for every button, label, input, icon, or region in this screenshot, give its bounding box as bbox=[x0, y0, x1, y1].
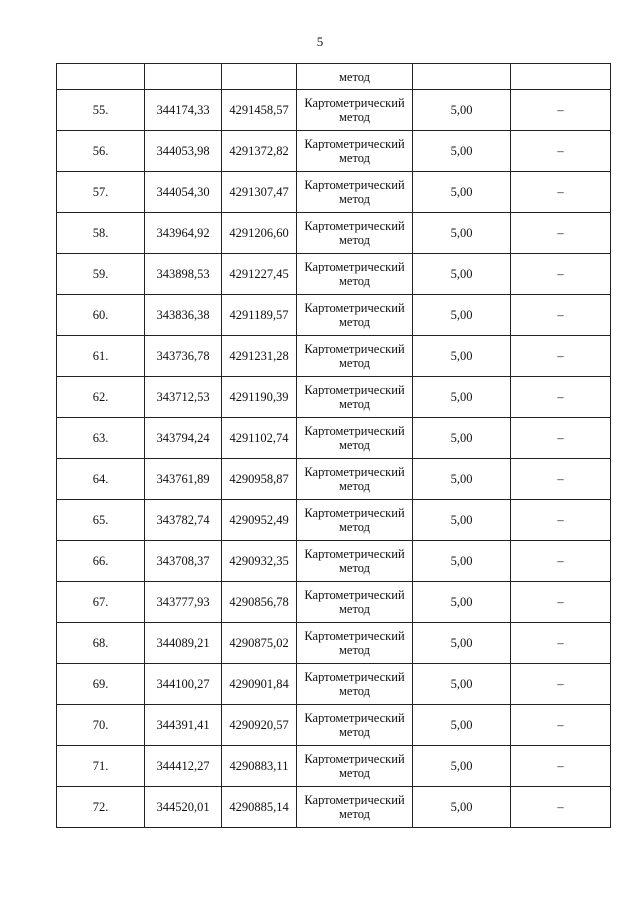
header-cell-y bbox=[222, 64, 297, 90]
method-line-1: Картометрический bbox=[304, 342, 405, 356]
x-coordinate-cell: 344412,27 bbox=[145, 746, 222, 787]
point-number-cell: 62. bbox=[57, 377, 145, 418]
table-row bbox=[57, 295, 611, 336]
method-line-1: Картометрический bbox=[304, 465, 405, 479]
y-coordinate-cell: 4291227,45 bbox=[222, 254, 297, 295]
note-cell: – bbox=[511, 418, 611, 459]
y-coordinate-cell: 4290885,14 bbox=[222, 787, 297, 828]
point-number-cell: 66. bbox=[57, 541, 145, 582]
method-cell bbox=[297, 787, 413, 828]
x-coordinate-cell: 344089,21 bbox=[145, 623, 222, 664]
x-coordinate-cell: 343964,92 bbox=[145, 213, 222, 254]
point-number-cell: 56. bbox=[57, 131, 145, 172]
method-line-2: метод bbox=[338, 356, 370, 370]
table-row bbox=[57, 623, 611, 664]
header-cell-method: метод bbox=[297, 64, 413, 90]
y-coordinate-cell: 4291458,57 bbox=[222, 90, 297, 131]
method-line-1: Картометрический bbox=[304, 547, 405, 561]
note-cell: – bbox=[511, 459, 611, 500]
y-coordinate-cell: 4290901,84 bbox=[222, 664, 297, 705]
note-cell: – bbox=[511, 541, 611, 582]
table-row bbox=[57, 172, 611, 213]
y-coordinate-cell: 4290856,78 bbox=[222, 582, 297, 623]
point-number-cell: 68. bbox=[57, 623, 145, 664]
method-cell bbox=[297, 459, 413, 500]
point-number-cell: 72. bbox=[57, 787, 145, 828]
accuracy-cell: 5,00 bbox=[413, 131, 511, 172]
method-line-1: Картометрический bbox=[304, 137, 405, 151]
header-cell-number bbox=[57, 64, 145, 90]
method-cell bbox=[297, 295, 413, 336]
note-cell: – bbox=[511, 172, 611, 213]
table-row bbox=[57, 90, 611, 131]
method-line-1: Картометрический bbox=[304, 96, 405, 110]
point-number-cell: 61. bbox=[57, 336, 145, 377]
method-cell bbox=[297, 418, 413, 459]
x-coordinate-cell: 343794,24 bbox=[145, 418, 222, 459]
y-coordinate-cell: 4291307,47 bbox=[222, 172, 297, 213]
x-coordinate-cell: 344053,98 bbox=[145, 131, 222, 172]
point-number-cell: 58. bbox=[57, 213, 145, 254]
y-coordinate-cell: 4290883,11 bbox=[222, 746, 297, 787]
note-cell: – bbox=[511, 787, 611, 828]
note-cell: – bbox=[511, 213, 611, 254]
method-line-2: метод bbox=[338, 274, 370, 288]
y-coordinate-cell: 4291190,39 bbox=[222, 377, 297, 418]
x-coordinate-cell: 344054,30 bbox=[145, 172, 222, 213]
note-cell: – bbox=[511, 295, 611, 336]
table-row bbox=[57, 664, 611, 705]
table-row bbox=[57, 541, 611, 582]
method-line-1: Картометрический bbox=[304, 711, 405, 725]
y-coordinate-cell: 4290952,49 bbox=[222, 500, 297, 541]
x-coordinate-cell: 343836,38 bbox=[145, 295, 222, 336]
y-coordinate-cell: 4291189,57 bbox=[222, 295, 297, 336]
method-line-2: метод bbox=[338, 397, 370, 411]
accuracy-cell: 5,00 bbox=[413, 787, 511, 828]
y-coordinate-cell: 4291102,74 bbox=[222, 418, 297, 459]
page-number: 5 bbox=[316, 34, 324, 49]
method-line-1: Картометрический bbox=[304, 383, 405, 397]
table-continuation-row bbox=[57, 64, 611, 90]
y-coordinate-cell: 4290920,57 bbox=[222, 705, 297, 746]
table-row bbox=[57, 459, 611, 500]
y-coordinate-cell: 4290875,02 bbox=[222, 623, 297, 664]
table-row bbox=[57, 787, 611, 828]
method-cell bbox=[297, 705, 413, 746]
point-number-cell: 65. bbox=[57, 500, 145, 541]
table-row bbox=[57, 131, 611, 172]
point-number-cell: 70. bbox=[57, 705, 145, 746]
method-line-1: Картометрический bbox=[304, 793, 405, 807]
note-cell: – bbox=[511, 623, 611, 664]
method-cell bbox=[297, 746, 413, 787]
method-line-2: метод bbox=[338, 807, 370, 821]
accuracy-cell: 5,00 bbox=[413, 623, 511, 664]
method-line-1: Картометрический bbox=[304, 506, 405, 520]
header-cell-note bbox=[511, 64, 611, 90]
method-line-2: метод bbox=[338, 233, 370, 247]
method-cell bbox=[297, 213, 413, 254]
method-line-2: метод bbox=[338, 561, 370, 575]
method-line-2: метод bbox=[338, 315, 370, 329]
method-cell bbox=[297, 172, 413, 213]
method-line-2: метод bbox=[338, 520, 370, 534]
method-cell bbox=[297, 336, 413, 377]
method-line-1: Картометрический bbox=[304, 752, 405, 766]
note-cell: – bbox=[511, 90, 611, 131]
table-row bbox=[57, 705, 611, 746]
method-cell bbox=[297, 623, 413, 664]
point-number-cell: 60. bbox=[57, 295, 145, 336]
method-cell bbox=[297, 254, 413, 295]
table-row bbox=[57, 418, 611, 459]
method-line-1: Картометрический bbox=[304, 301, 405, 315]
coordinates-table-body bbox=[57, 64, 611, 828]
point-number-cell: 57. bbox=[57, 172, 145, 213]
method-line-2: метод bbox=[338, 192, 370, 206]
coordinates-table bbox=[56, 63, 611, 828]
accuracy-cell: 5,00 bbox=[413, 664, 511, 705]
note-cell: – bbox=[511, 705, 611, 746]
accuracy-cell: 5,00 bbox=[413, 90, 511, 131]
point-number-cell: 63. bbox=[57, 418, 145, 459]
table-row bbox=[57, 746, 611, 787]
method-line-2: метод bbox=[338, 479, 370, 493]
accuracy-cell: 5,00 bbox=[413, 254, 511, 295]
table-row bbox=[57, 213, 611, 254]
point-number-cell: 64. bbox=[57, 459, 145, 500]
table-row bbox=[57, 582, 611, 623]
method-line-1: Картометрический bbox=[304, 588, 405, 602]
accuracy-cell: 5,00 bbox=[413, 418, 511, 459]
method-line-2: метод bbox=[338, 602, 370, 616]
accuracy-cell: 5,00 bbox=[413, 459, 511, 500]
method-line-2: метод bbox=[338, 438, 370, 452]
x-coordinate-cell: 343708,37 bbox=[145, 541, 222, 582]
method-line-2: метод bbox=[338, 151, 370, 165]
note-cell: – bbox=[511, 500, 611, 541]
table-row bbox=[57, 500, 611, 541]
note-cell: – bbox=[511, 664, 611, 705]
accuracy-cell: 5,00 bbox=[413, 377, 511, 418]
note-cell: – bbox=[511, 254, 611, 295]
note-cell: – bbox=[511, 377, 611, 418]
method-line-1: Картометрический bbox=[304, 629, 405, 643]
note-cell: – bbox=[511, 336, 611, 377]
note-cell: – bbox=[511, 746, 611, 787]
method-cell bbox=[297, 131, 413, 172]
method-cell bbox=[297, 664, 413, 705]
accuracy-cell: 5,00 bbox=[413, 582, 511, 623]
method-cell bbox=[297, 377, 413, 418]
table-row bbox=[57, 377, 611, 418]
method-line-2: метод bbox=[338, 643, 370, 657]
y-coordinate-cell: 4290932,35 bbox=[222, 541, 297, 582]
table-row bbox=[57, 254, 611, 295]
point-number-cell: 55. bbox=[57, 90, 145, 131]
y-coordinate-cell: 4291206,60 bbox=[222, 213, 297, 254]
x-coordinate-cell: 343712,53 bbox=[145, 377, 222, 418]
accuracy-cell: 5,00 bbox=[413, 336, 511, 377]
method-line-2: метод bbox=[338, 684, 370, 698]
accuracy-cell: 5,00 bbox=[413, 500, 511, 541]
method-line-1: Картометрический bbox=[304, 178, 405, 192]
x-coordinate-cell: 344391,41 bbox=[145, 705, 222, 746]
method-line-2: метод bbox=[338, 725, 370, 739]
y-coordinate-cell: 4291231,28 bbox=[222, 336, 297, 377]
table-row bbox=[57, 336, 611, 377]
note-cell: – bbox=[511, 582, 611, 623]
point-number-cell: 67. bbox=[57, 582, 145, 623]
accuracy-cell: 5,00 bbox=[413, 746, 511, 787]
x-coordinate-cell: 344174,33 bbox=[145, 90, 222, 131]
accuracy-cell: 5,00 bbox=[413, 172, 511, 213]
header-cell-x bbox=[145, 64, 222, 90]
method-line-1: Картометрический bbox=[304, 219, 405, 233]
y-coordinate-cell: 4290958,87 bbox=[222, 459, 297, 500]
method-line-1: Картометрический bbox=[304, 670, 405, 684]
point-number-cell: 69. bbox=[57, 664, 145, 705]
method-cell bbox=[297, 582, 413, 623]
method-cell bbox=[297, 500, 413, 541]
method-line-2: метод bbox=[338, 766, 370, 780]
accuracy-cell: 5,00 bbox=[413, 213, 511, 254]
method-cell bbox=[297, 541, 413, 582]
method-line-2: метод bbox=[338, 110, 370, 124]
header-cell-accuracy bbox=[413, 64, 511, 90]
note-cell: – bbox=[511, 131, 611, 172]
x-coordinate-cell: 343777,93 bbox=[145, 582, 222, 623]
accuracy-cell: 5,00 bbox=[413, 705, 511, 746]
point-number-cell: 71. bbox=[57, 746, 145, 787]
accuracy-cell: 5,00 bbox=[413, 541, 511, 582]
method-line-1: Картометрический bbox=[304, 424, 405, 438]
x-coordinate-cell: 344100,27 bbox=[145, 664, 222, 705]
y-coordinate-cell: 4291372,82 bbox=[222, 131, 297, 172]
point-number-cell: 59. bbox=[57, 254, 145, 295]
x-coordinate-cell: 343736,78 bbox=[145, 336, 222, 377]
accuracy-cell: 5,00 bbox=[413, 295, 511, 336]
x-coordinate-cell: 343782,74 bbox=[145, 500, 222, 541]
method-line-1: Картометрический bbox=[304, 260, 405, 274]
x-coordinate-cell: 343761,89 bbox=[145, 459, 222, 500]
method-cell bbox=[297, 90, 413, 131]
x-coordinate-cell: 343898,53 bbox=[145, 254, 222, 295]
x-coordinate-cell: 344520,01 bbox=[145, 787, 222, 828]
